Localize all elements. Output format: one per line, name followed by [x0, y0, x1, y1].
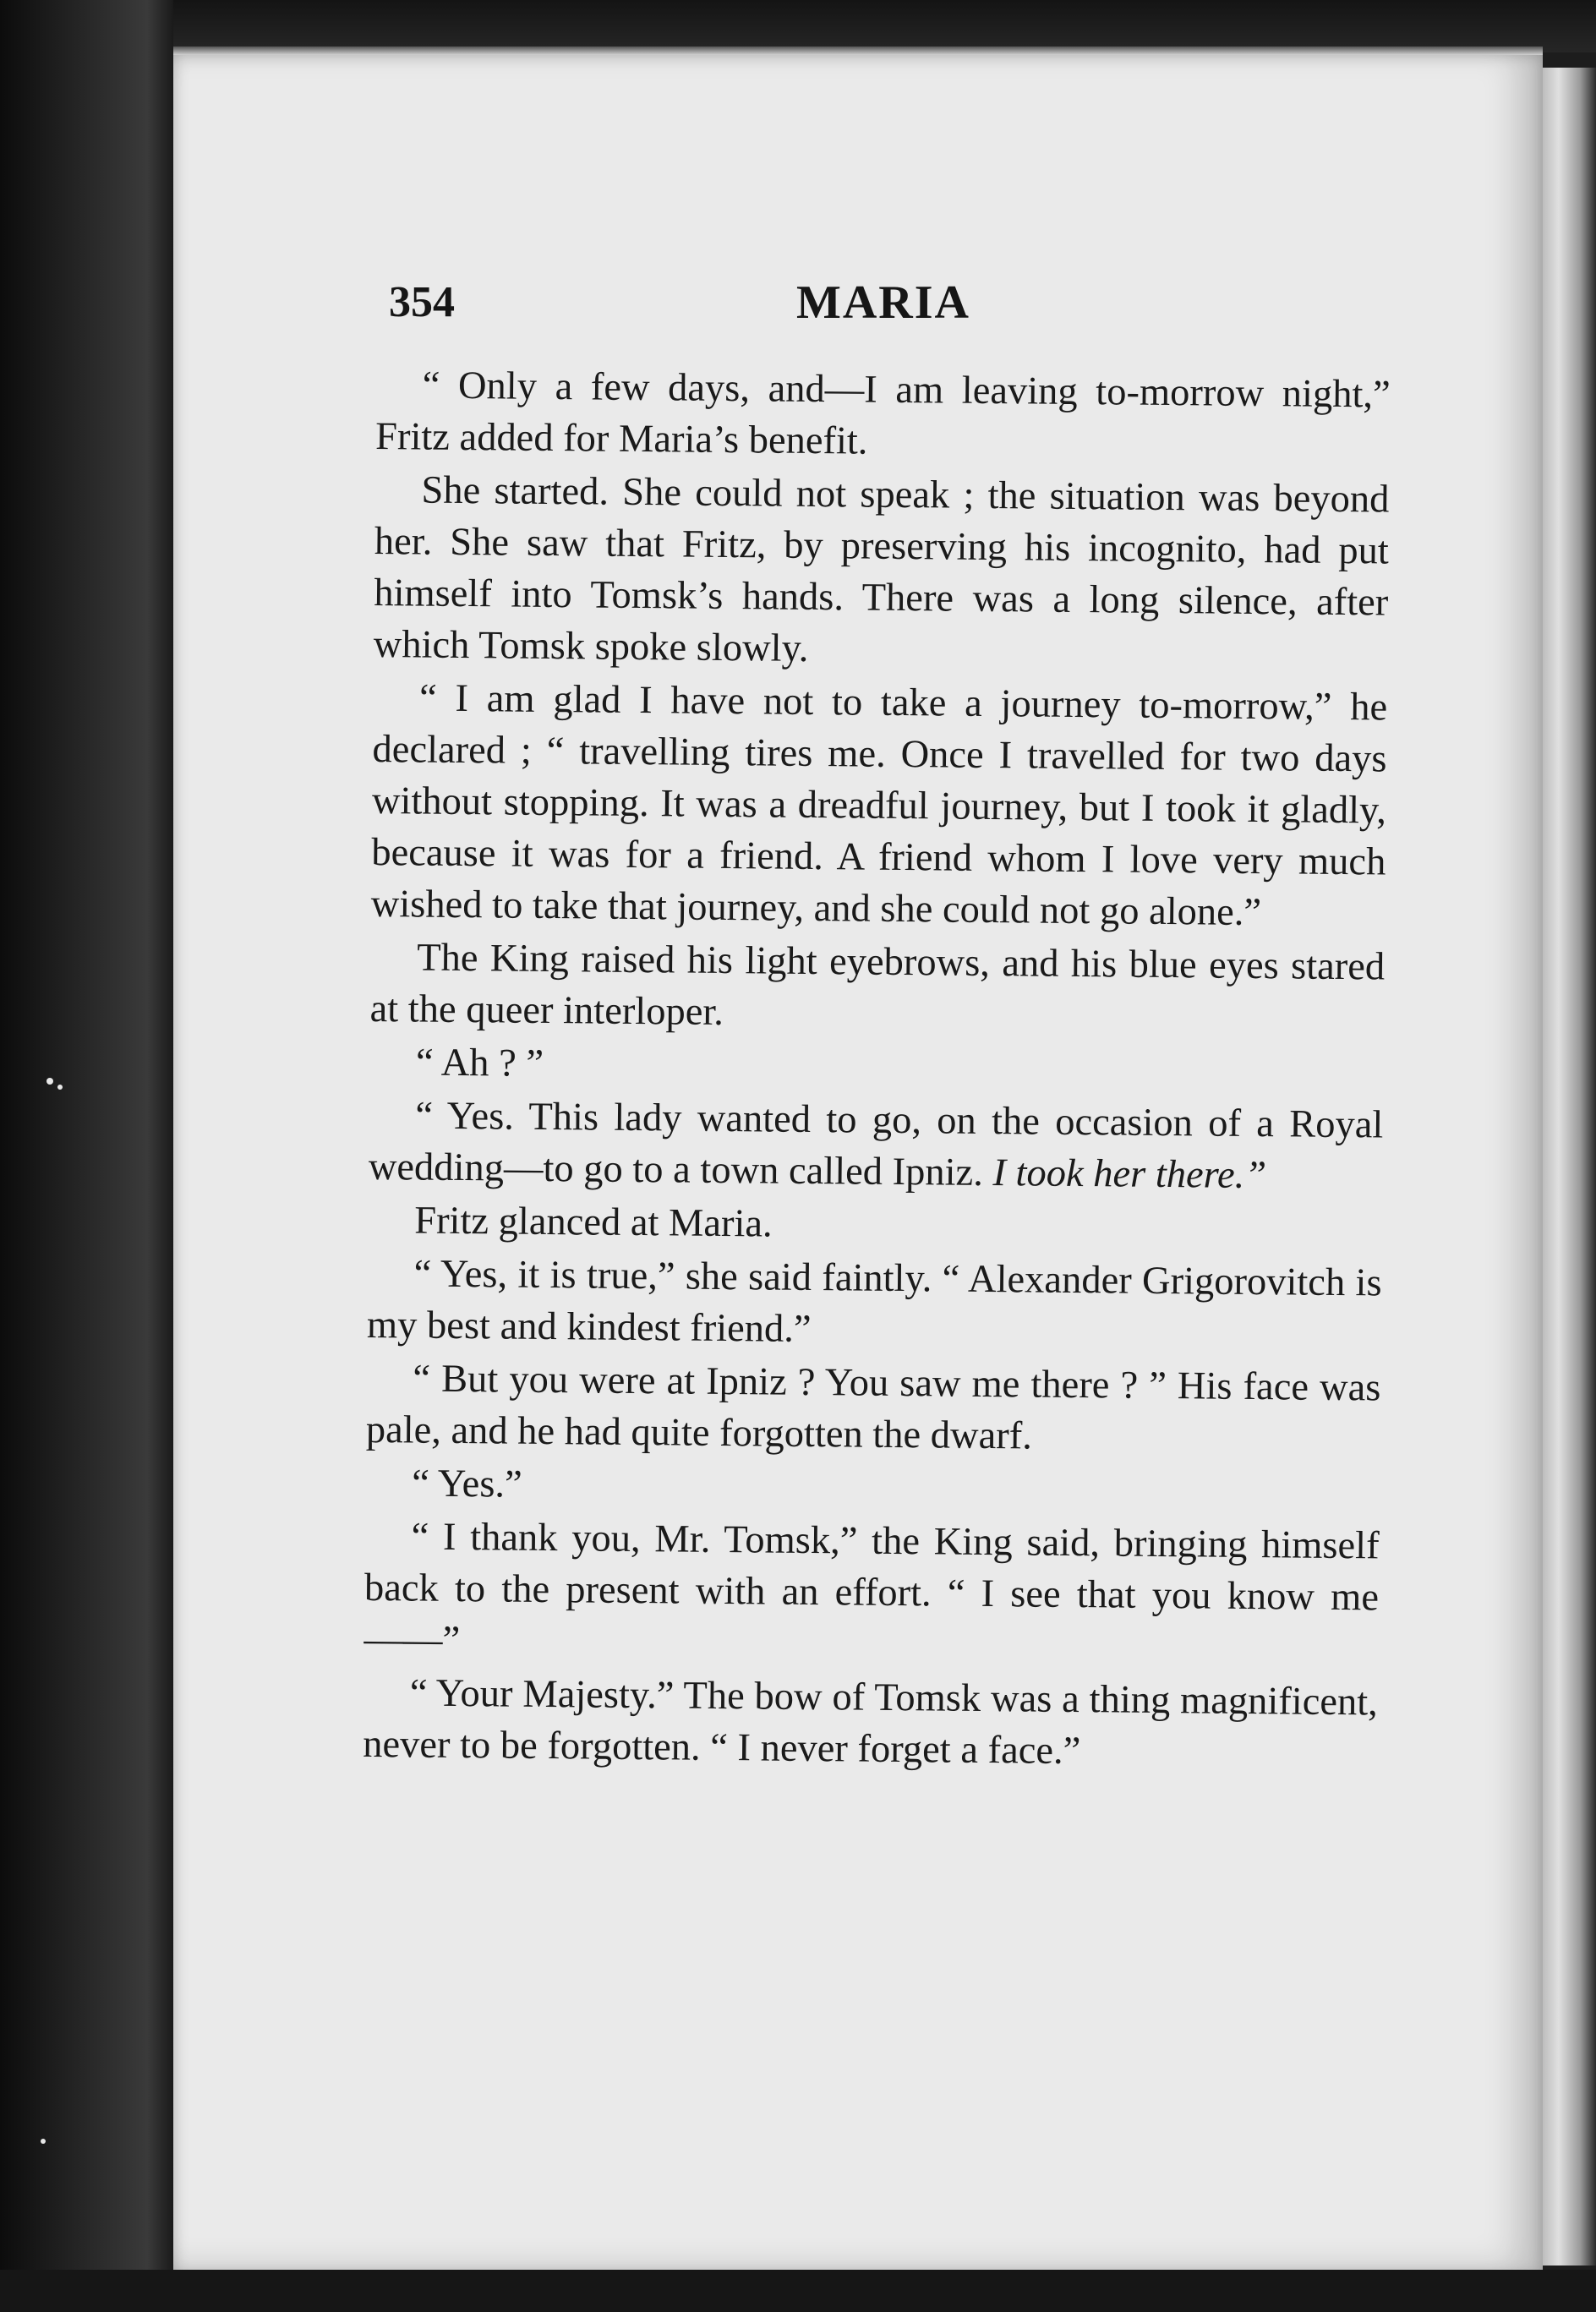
scan-speck — [57, 1085, 63, 1090]
paragraph: “ Ah ? ” — [415, 1041, 544, 1085]
scan-speck — [46, 1078, 53, 1085]
paragraph: “ Yes. This lady wanted to go, on the occasion of a Royal wedding—to go to a town called Ipniz. I took her there.” — [368, 1094, 1384, 1198]
page-fore-edge — [1543, 68, 1596, 2266]
running-head — [389, 269, 1378, 336]
paragraph: She started. She could not speak ; the situation was beyond her. She saw that Fritz, by preserving his incognito, had put himself into Tomsk’s hands. There was a long silence, after which Tomsk spoke slowly. — [373, 468, 1390, 670]
scan-top-border — [0, 0, 1596, 52]
paragraph: “ I thank you, Mr. Tomsk,” the King said, bringing himself back to the present with an effort. “ I see that you know me——” — [363, 1515, 1380, 1663]
scan-bottom-border — [0, 2270, 1596, 2312]
running-title: MARIA — [796, 276, 970, 329]
paragraph: “ Yes, it is true,” she said faintly. “ Alexander Grigorovitch is my best and kindest friend.” — [366, 1252, 1382, 1351]
page-top-edge — [173, 46, 1543, 55]
paragraph: “ Only a few days, and—I am leaving to-morrow night,” Fritz added for Maria’s benefit. — [374, 363, 1391, 463]
paragraph: “ I am glad I have not to take a journey to-morrow,” he declared ; “ travelling tires me. Once I travelled for two days without stopping. It was a dreadful journey, but I took it gladly, because it was for a friend. A friend whom I love very much wished to take that journey, and she could not go alone.” — [370, 676, 1388, 935]
body-text — [363, 359, 1391, 1779]
scan-speck — [41, 2139, 46, 2144]
paragraph: The King raised his light eyebrows, and his blue eyes stared at the queer interloper. — [369, 936, 1386, 1034]
paragraph: “ Your Majesty.” The bow of Tomsk was a thing magnificent, never to be forgotten. “ I never forget a face.” — [363, 1671, 1379, 1774]
paragraph: Fritz glanced at Maria. — [413, 1199, 773, 1246]
page-number: 354 — [389, 278, 455, 326]
paragraph: “ Yes.” — [411, 1462, 522, 1506]
paragraph: “ But you were at Ipniz ? You saw me there ? ” His face was pale, and he had quite forgotten the dwarf. — [365, 1357, 1381, 1458]
book-spine-shadow — [0, 0, 173, 2312]
italic-phrase: I took her there.” — [992, 1151, 1267, 1198]
